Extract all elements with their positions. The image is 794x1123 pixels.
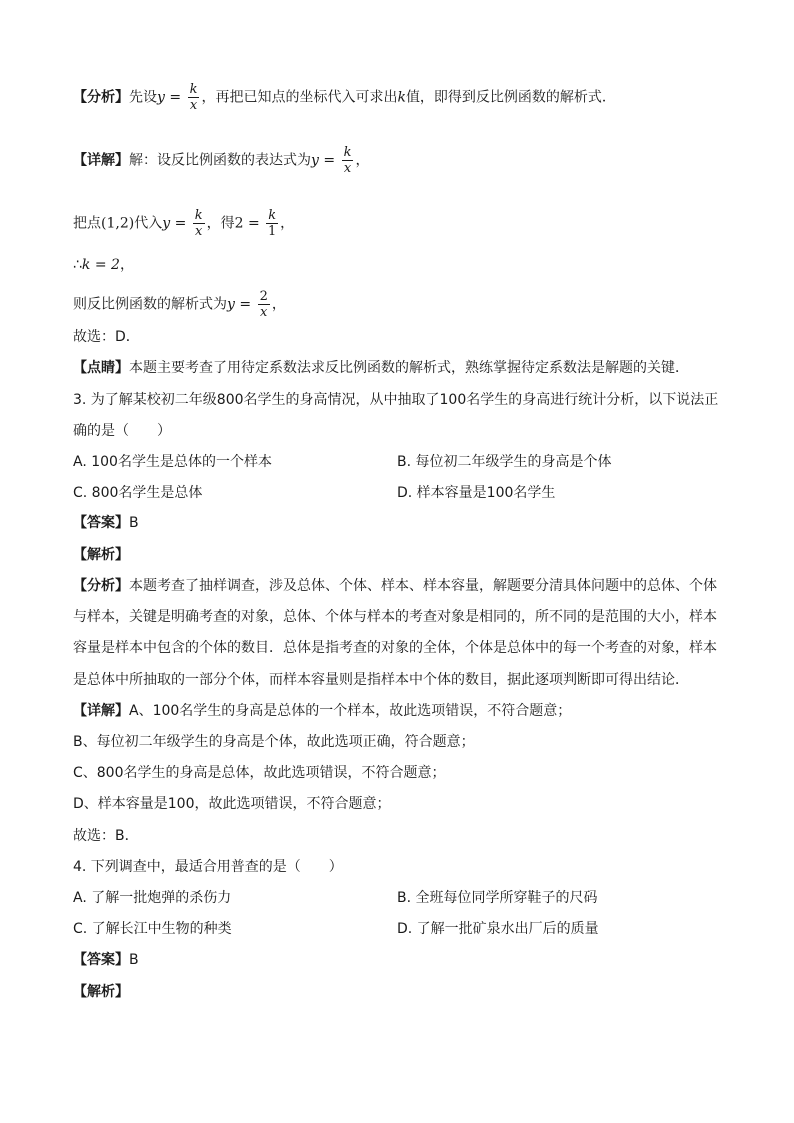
q2-comment: 【点睛】本题主要考查了用待定系数法求反比例函数的解析式，熟练掌握待定系数法是解题的关键． bbox=[73, 360, 689, 376]
analysis-tag: 【分析】 bbox=[73, 89, 129, 106]
answer-tag: 【答案】 bbox=[73, 952, 129, 968]
q3-stem-line2: 确的是（ ） bbox=[73, 423, 171, 439]
fraction-2-over-x: $\frac{2}{x}$ bbox=[259, 289, 268, 320]
q4-stem: 4. 下列调查中，最适合用普查的是（ ） bbox=[73, 859, 343, 875]
fraction-k-over-x: $\frac{k}{x}$ bbox=[194, 208, 203, 239]
q4-option-a: A. 了解一批炮弹的杀伤力 bbox=[73, 890, 232, 906]
q3-answer-line: 故选：B． bbox=[73, 828, 139, 844]
q4-option-d: D. 了解一批矿泉水出厂后的质量 bbox=[397, 921, 599, 937]
q4-answer: 【答案】B bbox=[73, 952, 139, 968]
q3-stem-line1: 3. 为了解某校初二年级800名学生的身高情况，从中抽取了100名学生的身高进行统计分析，以下说法正 bbox=[73, 392, 719, 408]
q3-option-a: A. 100名学生是总体的一个样本 bbox=[73, 454, 272, 470]
q2-result: 则反比例函数的解析式为y = $\frac{2}{x}$ ， bbox=[73, 289, 286, 320]
comment-tag: 【点睛】 bbox=[73, 360, 129, 376]
fraction-k-over-1: $\frac{k}{1}$ bbox=[268, 208, 277, 239]
q3-solution-heading: 【解析】 bbox=[73, 547, 129, 563]
q2-analysis: 【分析】先设y = $\frac{k}{x}$ ，再把已知点的坐标代入可求出k值，即得到反比例函数的解析式． bbox=[73, 82, 616, 113]
fraction-k-over-x: $\frac{k}{x}$ bbox=[343, 145, 352, 176]
q3-detail-line3: C、800名学生的身高是总体，故此选项错误，不符合题意； bbox=[73, 765, 446, 781]
q3-detail-line1: 【详解】A、100名学生的身高是总体的一个样本，故此选项错误，不符合题意； bbox=[73, 703, 572, 719]
answer-tag: 【答案】 bbox=[73, 515, 129, 531]
q2-therefore: ∴k = 2， bbox=[73, 257, 134, 273]
q3-analysis-line1: 【分析】本题考查了抽样调查，涉及总体、个体、样本、样本容量，解题要分清具体问题中的总体、个体 bbox=[73, 578, 717, 594]
q4-option-c: C. 了解长江中生物的种类 bbox=[73, 921, 232, 937]
q3-detail-line2: B、每位初二年级学生的身高是个体，故此选项正确，符合题意； bbox=[73, 734, 475, 750]
q3-detail-line4: D、样本容量是100，故此选项错误，不符合题意； bbox=[73, 796, 391, 812]
detail-tag: 【详解】 bbox=[73, 152, 129, 169]
detail-tag: 【详解】 bbox=[73, 703, 129, 719]
q3-analysis-line2: 与样本，关键是明确考查的对象，总体、个体与样本的考查对象是相同的，所不同的是范围的大小，样本 bbox=[73, 609, 717, 625]
fraction-k-over-x: $\frac{k}{x}$ bbox=[189, 82, 198, 113]
q2-answer-line: 故选：D． bbox=[73, 329, 140, 345]
q3-option-c: C. 800名学生是总体 bbox=[73, 485, 203, 501]
q3-option-b: B. 每位初二年级学生的身高是个体 bbox=[397, 454, 612, 470]
q4-solution-heading: 【解析】 bbox=[73, 984, 129, 1000]
q3-answer: 【答案】B bbox=[73, 515, 139, 531]
q3-option-d: D. 样本容量是100名学生 bbox=[397, 485, 556, 501]
q3-analysis-line3: 容量是样本中包含的个体的数目．总体是指考查的对象的全体，个体是总体中的每一个考查的对象，样本 bbox=[73, 640, 717, 656]
q2-substitution: 把点(1,2)代入y = $\frac{k}{x}$ ，得2 = $\frac{k}{1}$ ， bbox=[73, 208, 295, 239]
q4-option-b: B. 全班每位同学所穿鞋子的尺码 bbox=[397, 890, 598, 906]
analysis-tag: 【分析】 bbox=[73, 578, 129, 594]
q3-analysis-line4: 是总体中所抽取的一部分个体，而样本容量则是指样本中个体的数目，据此逐项判断即可得出结论． bbox=[73, 672, 689, 688]
q2-detail: 【详解】解：设反比例函数的表达式为y = $\frac{k}{x}$ ， bbox=[73, 145, 370, 176]
